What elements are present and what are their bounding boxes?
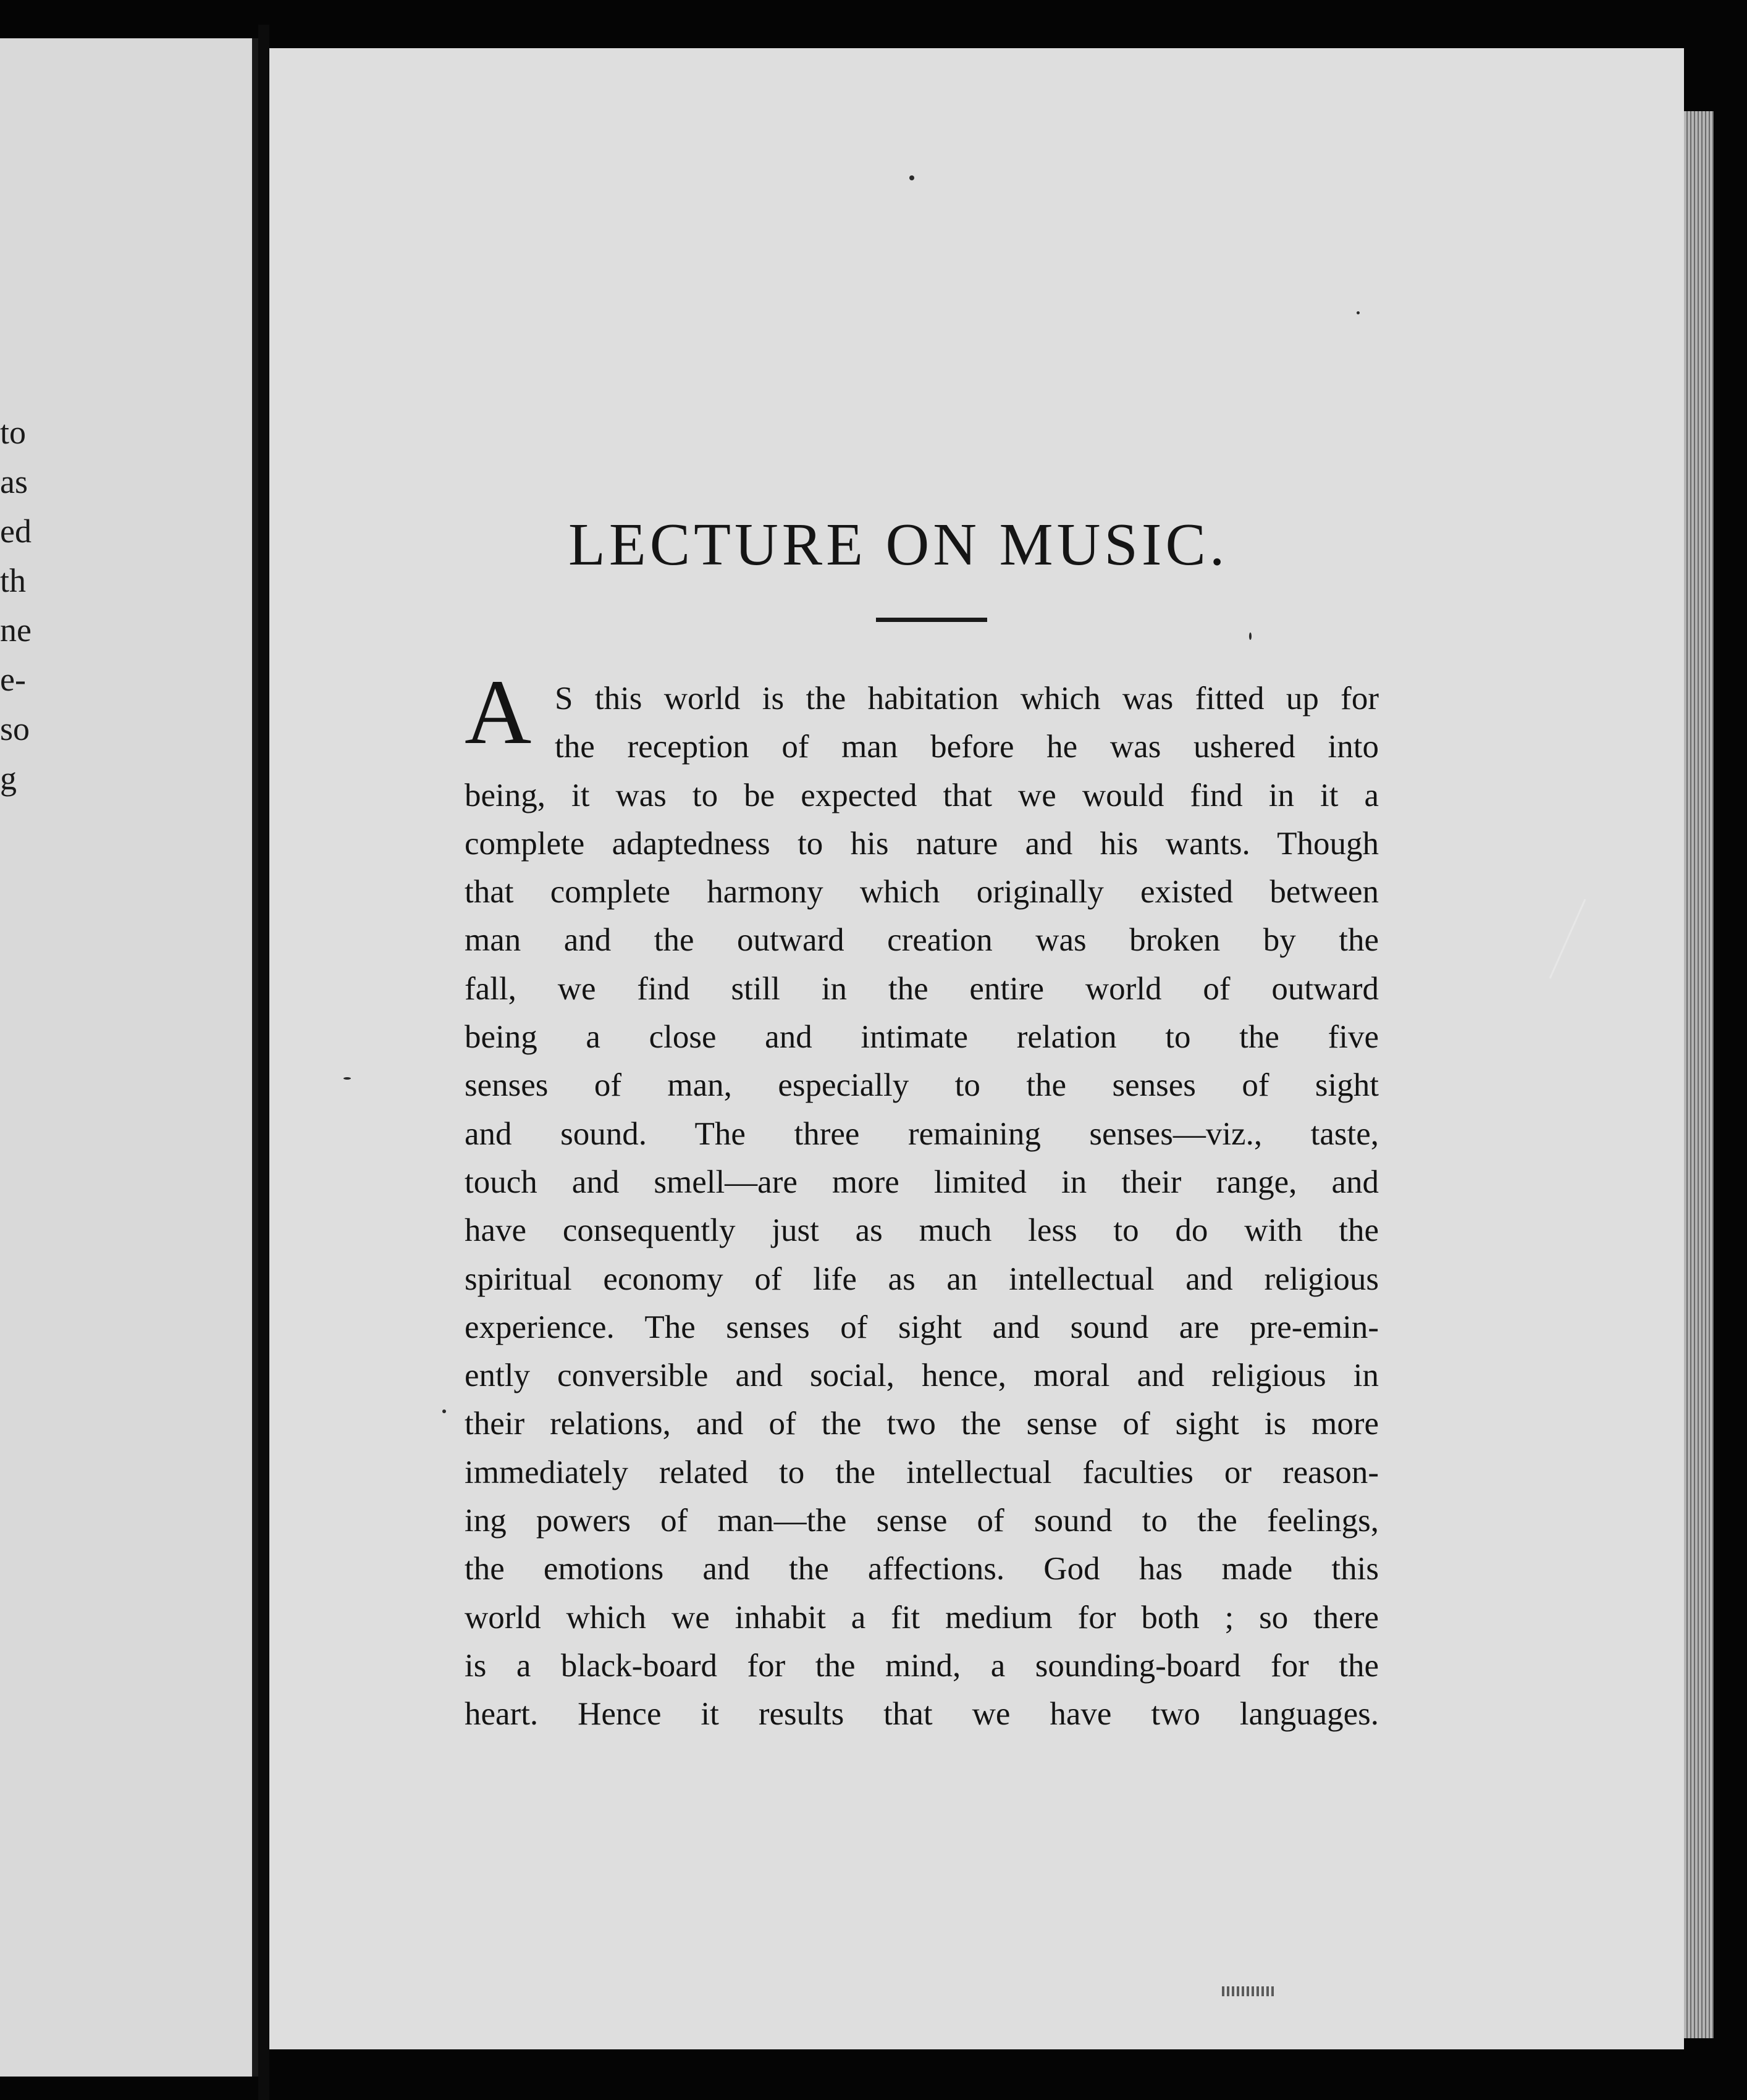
paper-speck: [343, 1077, 351, 1080]
page-title: LECTURE ON MUSIC.: [568, 511, 1229, 578]
text-line: ing powers of man—the sense of sound to the feelings,: [465, 1503, 1379, 1539]
text-line: fall, we find still in the entire world of outward: [465, 970, 1379, 1007]
title-divider: [876, 618, 987, 622]
paper-speck: [442, 1409, 446, 1413]
text-line: the emotions and the affections. God has made this: [465, 1551, 1379, 1587]
text-line: their relations, and of the two the sense of sight is more: [465, 1406, 1379, 1442]
left-page-fragment: th: [0, 562, 27, 599]
text-line: experience. The senses of sight and sound are pre-emin-: [465, 1309, 1379, 1345]
left-page-fragment: ne: [0, 611, 32, 649]
text-line: being a close and intimate relation to the five: [465, 1019, 1379, 1056]
text-line: S this world is the habitation which was fitted up for: [555, 681, 1379, 716]
left-page-fragment: g: [0, 760, 17, 797]
text-line: ently conversible and social, hence, moral and religious in: [465, 1358, 1379, 1394]
drop-cap: A: [465, 661, 532, 763]
paper-speck: [1249, 632, 1252, 640]
text-line: have consequently just as much less to do with the: [465, 1212, 1379, 1249]
text-line: the reception of man before he was ushered into: [555, 729, 1379, 765]
text-line: senses of man, especially to the senses of sight: [465, 1067, 1379, 1104]
text-line: is a black-board for the mind, a sounding-board for the: [465, 1647, 1379, 1684]
text-line: man and the outward creation was broken by the: [465, 922, 1379, 959]
text-line: that complete harmony which originally existed between: [465, 874, 1379, 910]
left-page-fragment: to: [0, 414, 27, 451]
left-page-fragment: so: [0, 710, 30, 747]
left-page-fragment: as: [0, 463, 28, 500]
text-line: immediately related to the intellectual faculties or reason-: [465, 1454, 1379, 1490]
text-line: touch and smell—are more limited in their range, and: [465, 1164, 1379, 1200]
left-page-text: [0, 408, 32, 803]
body-text: [465, 674, 1379, 1739]
text-line: world which we inhabit a fit medium for both ; so there: [465, 1599, 1379, 1636]
text-line: heart. Hence it results that we have two languages.: [465, 1696, 1379, 1732]
book-gutter: [258, 25, 269, 2100]
page-edges: [1684, 111, 1714, 2038]
text-line: complete adaptedness to his nature and his wants. Though: [465, 825, 1379, 862]
left-page-fragment: e-: [0, 661, 26, 698]
left-page: [0, 38, 258, 2077]
text-line: spiritual economy of life as an intellectual and religious: [465, 1261, 1379, 1297]
text-line: and sound. The three remaining senses—viz., taste,: [465, 1115, 1379, 1152]
left-page-fragment: ed: [0, 513, 32, 550]
text-line: being, it was to be expected that we would find in it a: [465, 777, 1379, 813]
library-stamp-mark: [1222, 1986, 1276, 1996]
paper-speck: [909, 175, 914, 180]
paper-speck: [1357, 311, 1360, 314]
